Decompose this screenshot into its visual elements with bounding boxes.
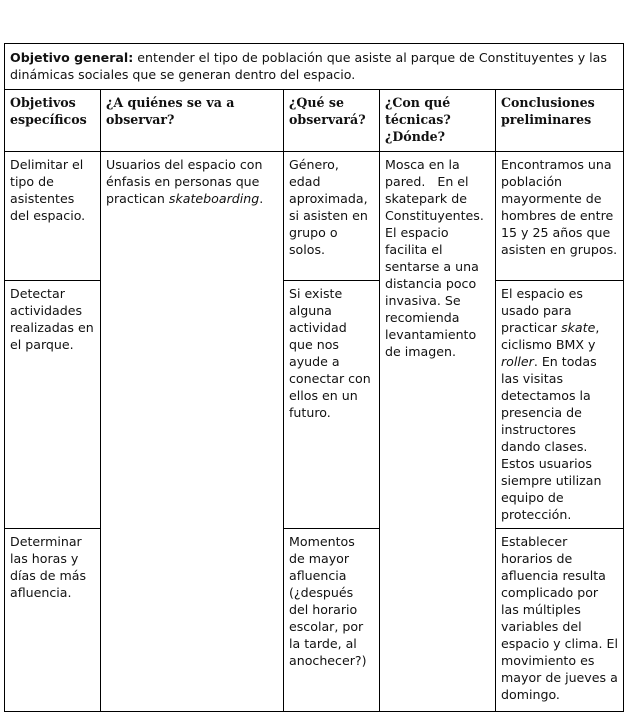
quienes-emph: skateboarding <box>168 191 260 206</box>
conclusion-text-b: , ciclismo BMX y <box>501 320 600 352</box>
conclusion-skate: skate <box>561 320 596 335</box>
table-row <box>5 529 624 712</box>
objetivo-cell: Delimitar el tipo de asistentes del espacio. <box>5 152 101 281</box>
header-quienes: ¿A quiénes se va a observar? <box>101 90 284 152</box>
general-objective-row <box>5 44 624 90</box>
objetivo-cell: Detectar actividades realizadas en el parque. <box>5 281 101 529</box>
que-cell: Género, edad aproximada, si asisten en grupo o solos. <box>284 152 380 281</box>
quienes-text: Usuarios del espacio con énfasis en personas que practican <box>106 157 263 206</box>
objetivo-cell: Determinar las horas y días de más afluencia. <box>5 529 101 712</box>
conclusion-cell: Encontramos una población mayormente de hombres de entre 15 y 25 años que asisten en grupos. <box>496 152 624 281</box>
que-cell: Momentos de mayor afluencia (¿después del horario escolar, por la tarde, al anochecer?) <box>284 529 380 712</box>
tecnicas-cell: Mosca en la pared. En el skatepark de Constituyentes. El espacio facilita el sentarse a una distancia poco invasiva. Se recomienda levantamiento de imagen. <box>380 152 496 712</box>
header-conclusiones: Conclusiones preliminares <box>496 90 624 152</box>
general-objective-text: entender el tipo de población que asiste al parque de Constituyentes y las dinámicas sociales que se generan dentro del espacio. <box>10 50 607 82</box>
quienes-cell <box>101 152 284 712</box>
table-row <box>5 281 624 529</box>
conclusion-text-a: El espacio es usado para practicar <box>501 286 583 335</box>
header-que: ¿Qué se observará? <box>284 90 380 152</box>
conclusion-cell <box>496 281 624 529</box>
quienes-end: . <box>259 191 264 206</box>
general-objective-cell <box>5 44 624 90</box>
header-tecnicas: ¿Con qué técnicas? ¿Dónde? <box>380 90 496 152</box>
header-objetivos: Objetivos específicos <box>5 90 101 152</box>
observation-table <box>4 43 624 712</box>
conclusion-roller: roller <box>501 354 534 369</box>
que-cell: Si existe alguna actividad que nos ayude a conectar con ellos en un futuro. <box>284 281 380 529</box>
header-row <box>5 90 624 152</box>
table-row <box>5 152 624 281</box>
conclusion-cell: Establecer horarios de afluencia resulta complicado por las múltiples variables del espacio y clima. El movimiento es mayor de jueves a domingo. <box>496 529 624 712</box>
general-objective-label: Objetivo general: <box>10 50 134 65</box>
conclusion-text-c: . En todas las visitas detectamos la presencia de instructores dando clases. Estos usuarios siempre utilizan equipo de protección. <box>501 354 602 522</box>
